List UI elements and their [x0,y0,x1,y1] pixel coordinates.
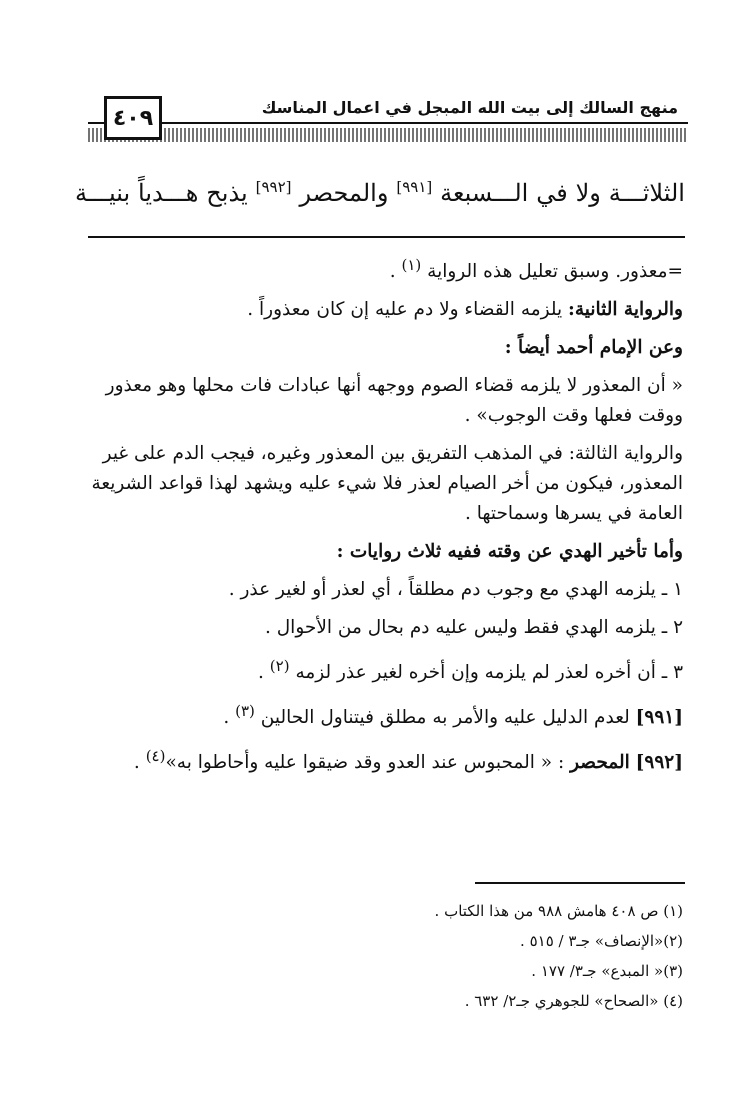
reference-marker: [٩٩٢] [255,178,292,196]
list-item-text: ٢ ـ يلزمه الهدي فقط وليس عليه دم بحال من الأحوال . [264,617,683,639]
paragraph-text: =معذور. وسبق تعليل هذه الرواية [427,261,683,283]
header-dotted-rule [88,128,688,142]
commentary-paragraph [83,537,683,567]
commentary-paragraph [83,371,683,431]
commentary-paragraph [83,439,683,529]
list-item [83,575,683,605]
reference-note [83,696,683,733]
footnote-marker: (٤) [145,747,166,766]
paragraph-text: والرواية الثالثة: في المذهب التفريق بين المعذور وغيره، فيجب الدم على غير المعذور، فيكون من أخر الصيام لعذر فلا شيء عليه ويشهد لهذا قواعد الشريعة العامة في يسرها وسماحتها . [91,443,683,525]
header-rule [88,122,688,124]
footnote-divider [475,882,685,884]
paragraph-text: لعدم الدليل عليه والأمر به مطلق فيتناول الحالين [260,707,636,729]
footnote: (٣)« المبدع» جـ٣/ ١٧٧ . [531,962,683,980]
commentary-paragraph [83,333,683,363]
main-text-line [75,178,685,207]
paragraph-end: . [257,662,264,684]
footnote-marker: (٢) [269,657,290,676]
footnote-marker: (١) [401,256,422,274]
reference-note [83,741,683,778]
main-text-part: والمحصر [299,179,389,207]
running-title: منهج السالك إلى بيت الله المبجل في اعمال المناسك [261,98,678,117]
footnote: (٢)«الإنصاف» جـ٣ / ٥١٥ . [520,932,683,950]
paragraph-end: . [389,261,396,283]
reference-number: [٩٩٢] [635,752,683,774]
paragraph-lead: وأما تأخير الهدي عن وقته ففيه ثلاث روايات : [336,541,683,563]
page-number: ٤٠٩ [104,96,162,140]
main-text-divider [88,236,685,238]
paragraph-end: . [223,707,230,729]
main-text-part: الثلاثـــة ولا في الـــسبعة [440,179,685,207]
page-header [88,92,688,150]
main-text-part: يذبح هـــدياً بنيـــة [75,179,248,207]
reference-marker: [٩٩١] [396,178,433,196]
footnote: (٤) «الصحاح» للجوهري جـ٢/ ٦٣٢ . [464,992,683,1010]
list-item-text: ١ ـ يلزمه الهدي مع وجوب دم مطلقاً ، أي لعذر أو لغير عذر . [228,579,683,601]
list-item [83,651,683,688]
paragraph-text: يلزمه القضاء ولا دم عليه إن كان معذوراً . [247,299,569,321]
list-item-text: ٣ ـ أن أخره لعذر لم يلزمه وإن أخره لغير عذر لزمه [295,662,683,684]
footnote: (١) ص ٤٠٨ هامش ٩٨٨ من هذا الكتاب . [434,902,683,920]
footnote-marker: (٣) [235,702,255,721]
footnotes [83,896,683,1016]
paragraph-end: . [133,752,140,774]
paragraph-lead: وعن الإمام أحمد أيضاً : [504,337,683,359]
commentary-paragraph [83,250,683,287]
list-item [83,613,683,643]
paragraph-text: : « المحبوس عند العدو وقد ضيقوا عليه وأحاطوا به» [165,752,571,774]
paragraph-lead: والرواية الثانية: [568,299,683,321]
commentary [83,250,683,787]
paragraph-text: « أن المعذور لا يلزمه قضاء الصوم ووجهه أنها عبادات فات محلها وهو معذور ووقت فعلها وقت الوجوب» . [105,375,683,427]
reference-number: [٩٩١] [635,707,683,729]
paragraph-lead: المحصر [570,752,630,774]
commentary-paragraph [83,295,683,325]
